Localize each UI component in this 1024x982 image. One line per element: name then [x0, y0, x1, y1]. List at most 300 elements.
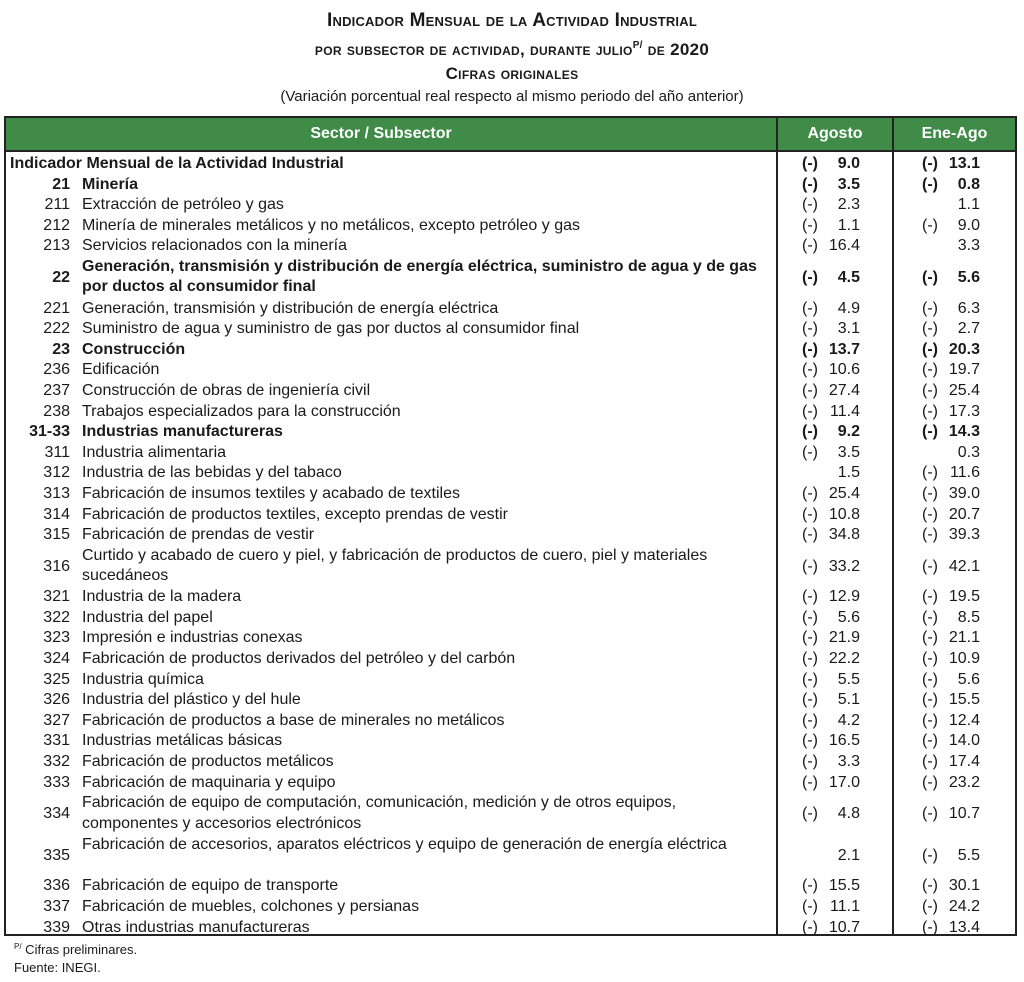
report-title-line3: Cifras originales	[445, 64, 579, 83]
header-ene-ago: Ene-Ago	[921, 125, 988, 142]
row-label: Fabricación de insumos textiles y acabado de textiles	[82, 484, 460, 502]
agosto-negative-sign: (-)	[802, 691, 818, 709]
ene-ago-value: 11.6	[950, 464, 980, 482]
row-label: Industria del plástico y del hule	[82, 691, 301, 709]
report-title-line1: Indicador Mensual de la Actividad Industrial	[327, 10, 697, 31]
table-row	[6, 918, 1015, 939]
agosto-value: 22.2	[828, 650, 860, 668]
agosto-cell	[776, 711, 892, 732]
agosto-value: 11.4	[830, 402, 860, 420]
agosto-cell	[776, 608, 892, 629]
agosto-value: 4.5	[837, 268, 860, 286]
row-code: 331	[43, 732, 70, 750]
table-row	[6, 505, 1015, 526]
agosto-cell	[776, 319, 892, 340]
agosto-value: 3.5	[837, 175, 860, 193]
agosto-value: 5.1	[837, 691, 860, 709]
ene-ago-negative-sign: (-)	[922, 877, 938, 895]
agosto-value: 15.5	[828, 877, 860, 895]
table-row	[6, 711, 1015, 732]
row-label: Generación, transmisión y distribución de energía eléctrica, suministro de agua y de gas por ductos al consumidor final	[82, 257, 757, 296]
row-label: Fabricación de equipo de transporte	[82, 877, 339, 895]
table-row	[6, 793, 1015, 835]
ene-ago-value: 39.3	[948, 526, 980, 544]
agosto-value: 4.9	[837, 299, 860, 317]
ene-ago-value: 17.4	[948, 753, 980, 771]
table-row	[6, 319, 1015, 340]
ene-ago-negative-sign: (-)	[922, 299, 938, 317]
ene-ago-cell	[894, 773, 1015, 794]
agosto-cell	[776, 340, 892, 361]
agosto-negative-sign: (-)	[802, 196, 818, 214]
ene-ago-negative-sign: (-)	[922, 320, 938, 338]
row-code: 238	[43, 402, 70, 420]
ene-ago-cell	[894, 897, 1015, 918]
agosto-cell	[776, 773, 892, 794]
row-label: Fabricación de productos derivados del petróleo y del carbón	[82, 650, 516, 668]
footnote-source: Fuente: INEGI.	[14, 960, 101, 975]
agosto-cell	[776, 154, 892, 175]
ene-ago-cell	[894, 670, 1015, 691]
agosto-cell	[776, 216, 892, 237]
ene-ago-cell	[894, 257, 1015, 299]
ene-ago-negative-sign: (-)	[922, 505, 938, 523]
row-code: 22	[52, 268, 70, 286]
ene-ago-cell	[894, 525, 1015, 546]
ene-ago-negative-sign: (-)	[922, 805, 938, 823]
row-label: Industrias manufactureras	[82, 423, 283, 441]
ene-ago-negative-sign: (-)	[922, 732, 938, 750]
ene-ago-cell	[894, 649, 1015, 670]
agosto-value: 3.3	[837, 753, 860, 771]
agosto-value: 12.9	[828, 588, 860, 606]
row-code: 315	[43, 526, 70, 544]
table-row	[6, 402, 1015, 423]
row-code: 312	[43, 464, 70, 482]
table-body	[6, 154, 1015, 938]
ene-ago-value: 5.5	[957, 846, 980, 864]
ene-ago-cell	[894, 381, 1015, 402]
ene-ago-negative-sign: (-)	[922, 268, 938, 286]
ene-ago-value: 19.5	[948, 588, 980, 606]
table-row	[6, 546, 1015, 588]
row-label: Minería de minerales metálicos y no metálicos, excepto petróleo y gas	[82, 216, 581, 234]
ene-ago-value: 13.4	[948, 918, 980, 936]
ene-ago-cell	[894, 463, 1015, 484]
row-code: 212	[43, 216, 70, 234]
table-row	[6, 897, 1015, 918]
ene-ago-negative-sign: (-)	[922, 557, 938, 575]
agosto-negative-sign: (-)	[802, 753, 818, 771]
agosto-negative-sign: (-)	[802, 732, 818, 750]
footnote-mark: P/	[14, 942, 22, 951]
report-title-block	[0, 8, 1024, 109]
agosto-negative-sign: (-)	[802, 443, 818, 461]
ene-ago-value: 0.8	[957, 175, 980, 193]
row-code: 221	[43, 299, 70, 317]
ene-ago-cell	[894, 731, 1015, 752]
row-label: Construcción	[82, 340, 186, 358]
ene-ago-negative-sign: (-)	[922, 753, 938, 771]
agosto-value: 10.6	[828, 361, 860, 379]
agosto-value: 5.6	[837, 608, 860, 626]
agosto-value: 3.5	[837, 443, 860, 461]
agosto-value: 2.1	[837, 846, 860, 864]
agosto-cell	[776, 299, 892, 320]
row-label: Fabricación de muebles, colchones y persianas	[82, 898, 420, 915]
agosto-value: 21.9	[828, 629, 860, 647]
agosto-negative-sign: (-)	[802, 805, 818, 823]
agosto-negative-sign: (-)	[802, 711, 818, 729]
table-row	[6, 484, 1015, 505]
ene-ago-cell	[894, 422, 1015, 443]
agosto-value: 1.1	[837, 216, 860, 234]
row-code: 335	[43, 846, 70, 864]
agosto-negative-sign: (-)	[802, 629, 818, 647]
agosto-value: 4.2	[837, 711, 860, 729]
table-row	[6, 443, 1015, 464]
ene-ago-negative-sign: (-)	[922, 175, 938, 193]
ene-ago-value: 1.1	[957, 196, 980, 214]
ene-ago-value: 24.2	[948, 898, 980, 915]
footnote-preliminary-text: Cifras preliminares.	[21, 942, 138, 957]
agosto-negative-sign: (-)	[802, 608, 818, 626]
ene-ago-value: 30.1	[948, 877, 980, 895]
agosto-negative-sign: (-)	[802, 299, 818, 317]
ene-ago-cell	[894, 175, 1015, 196]
agosto-cell	[776, 175, 892, 196]
ene-ago-cell	[894, 711, 1015, 732]
table-row	[6, 299, 1015, 320]
ene-ago-negative-sign: (-)	[922, 846, 938, 864]
ene-ago-negative-sign: (-)	[922, 423, 938, 441]
ene-ago-negative-sign: (-)	[922, 155, 938, 172]
ene-ago-value: 23.2	[948, 773, 980, 791]
agosto-cell	[776, 484, 892, 505]
agosto-cell	[776, 381, 892, 402]
ene-ago-negative-sign: (-)	[922, 711, 938, 729]
table-row	[6, 525, 1015, 546]
row-label: Industria de las bebidas y del tabaco	[82, 464, 342, 482]
ene-ago-cell	[894, 918, 1015, 939]
agosto-negative-sign: (-)	[802, 381, 818, 399]
row-label: Fabricación de productos textiles, excepto prendas de vestir	[82, 505, 509, 523]
row-label: Industria de la madera	[82, 588, 242, 606]
row-label: Fabricación de equipo de computación, comunicación, medición y de otros equipos, componentes y accesorios electrónicos	[82, 794, 677, 832]
ene-ago-value: 14.3	[948, 423, 980, 441]
agosto-negative-sign: (-)	[802, 175, 818, 193]
ene-ago-negative-sign: (-)	[922, 340, 938, 358]
row-label: Fabricación de maquinaria y equipo	[82, 773, 336, 791]
row-label: Indicador Mensual de la Actividad Industrial	[10, 155, 344, 172]
agosto-negative-sign: (-)	[802, 484, 818, 502]
agosto-value: 4.8	[837, 805, 860, 823]
row-code: 31-33	[29, 423, 70, 441]
ene-ago-value: 14.0	[948, 732, 980, 750]
agosto-negative-sign: (-)	[802, 918, 818, 936]
row-code: 339	[43, 918, 70, 936]
table-row	[6, 381, 1015, 402]
ene-ago-cell	[894, 690, 1015, 711]
row-code: 222	[43, 320, 70, 338]
agosto-negative-sign: (-)	[802, 268, 818, 286]
agosto-negative-sign: (-)	[802, 361, 818, 379]
ene-ago-negative-sign: (-)	[922, 650, 938, 668]
agosto-value: 9.0	[837, 155, 860, 172]
agosto-cell	[776, 918, 892, 939]
agosto-cell	[776, 587, 892, 608]
table-row	[6, 422, 1015, 443]
agosto-cell	[776, 422, 892, 443]
footnote-preliminary	[14, 938, 137, 959]
agosto-negative-sign: (-)	[802, 526, 818, 544]
agosto-value: 10.7	[828, 918, 860, 936]
ene-ago-value: 25.4	[948, 381, 980, 399]
ene-ago-value: 20.3	[948, 340, 980, 358]
agosto-cell	[776, 752, 892, 773]
report-subtitle: (Variación porcentual real respecto al mismo periodo del año anterior)	[280, 88, 744, 105]
agosto-value: 9.2	[837, 423, 860, 441]
ene-ago-negative-sign: (-)	[922, 381, 938, 399]
table-row	[6, 731, 1015, 752]
ene-ago-value: 5.6	[957, 670, 980, 688]
report-title-line2	[0, 33, 1024, 63]
row-code: 321	[43, 588, 70, 606]
agosto-cell	[776, 525, 892, 546]
agosto-cell	[776, 257, 892, 299]
ene-ago-cell	[894, 299, 1015, 320]
ene-ago-cell	[894, 340, 1015, 361]
row-label: Curtido y acabado de cuero y piel, y fabricación de productos de cuero, piel y materiales sucedáneos	[82, 546, 708, 585]
agosto-value: 1.5	[837, 464, 860, 482]
table-row	[6, 835, 1015, 877]
row-label: Suministro de agua y suministro de gas por ductos al consumidor final	[82, 320, 580, 338]
row-label: Generación, transmisión y distribución de energía eléctrica	[82, 299, 499, 317]
ene-ago-cell	[894, 443, 1015, 464]
agosto-negative-sign: (-)	[802, 340, 818, 358]
table-row	[6, 628, 1015, 649]
row-label: Industria química	[82, 670, 204, 688]
ene-ago-negative-sign: (-)	[922, 216, 938, 234]
agosto-negative-sign: (-)	[802, 650, 818, 668]
agosto-negative-sign: (-)	[802, 557, 818, 575]
table-row	[6, 670, 1015, 691]
table-row	[6, 175, 1015, 196]
ene-ago-value: 10.9	[948, 650, 980, 668]
agosto-cell	[776, 897, 892, 918]
agosto-cell	[776, 835, 892, 877]
ene-ago-negative-sign: (-)	[922, 402, 938, 420]
agosto-negative-sign: (-)	[802, 237, 818, 255]
agosto-cell	[776, 793, 892, 835]
row-code: 333	[43, 773, 70, 791]
ene-ago-cell	[894, 195, 1015, 216]
row-code: 326	[43, 691, 70, 709]
ene-ago-value: 0.3	[957, 443, 980, 461]
ene-ago-value: 3.3	[957, 237, 980, 255]
agosto-cell	[776, 628, 892, 649]
agosto-cell	[776, 649, 892, 670]
row-code: 323	[43, 629, 70, 647]
ene-ago-cell	[894, 628, 1015, 649]
agosto-negative-sign: (-)	[802, 773, 818, 791]
row-code: 211	[44, 196, 70, 214]
ene-ago-value: 17.3	[948, 402, 980, 420]
row-label: Construcción de obras de ingeniería civil	[82, 381, 371, 399]
row-label: Impresión e industrias conexas	[82, 629, 303, 647]
table-row	[6, 649, 1015, 670]
agosto-value: 16.4	[828, 237, 860, 255]
row-label: Industrias metálicas básicas	[82, 732, 283, 750]
ene-ago-cell	[894, 154, 1015, 175]
ene-ago-negative-sign: (-)	[922, 608, 938, 626]
agosto-value: 10.8	[828, 505, 860, 523]
agosto-cell	[776, 195, 892, 216]
row-code: 337	[43, 898, 70, 915]
ene-ago-cell	[894, 752, 1015, 773]
table-row	[6, 876, 1015, 897]
ene-ago-value: 20.7	[948, 505, 980, 523]
row-code: 336	[43, 877, 70, 895]
ene-ago-cell	[894, 319, 1015, 340]
agosto-cell	[776, 505, 892, 526]
table-row	[6, 463, 1015, 484]
ene-ago-value: 5.6	[957, 268, 980, 286]
agosto-negative-sign: (-)	[802, 216, 818, 234]
row-code: 316	[43, 557, 70, 575]
agosto-negative-sign: (-)	[802, 877, 818, 895]
ene-ago-value: 19.7	[948, 361, 980, 379]
header-agosto: Agosto	[807, 125, 863, 142]
row-code: 21	[52, 175, 70, 193]
ene-ago-value: 42.1	[948, 557, 980, 575]
table-header	[6, 118, 1015, 152]
report-title-line2-year: de 2020	[642, 40, 710, 59]
ene-ago-negative-sign: (-)	[922, 526, 938, 544]
agosto-cell	[776, 690, 892, 711]
row-code: 213	[43, 237, 70, 255]
agosto-cell	[776, 236, 892, 257]
row-code: 237	[43, 381, 70, 399]
preliminary-mark: P/	[632, 40, 643, 51]
data-table	[4, 116, 1017, 936]
row-code: 334	[43, 805, 70, 823]
agosto-cell	[776, 876, 892, 897]
table-row	[6, 587, 1015, 608]
ene-ago-value: 12.4	[948, 711, 980, 729]
table-row	[6, 236, 1015, 257]
ene-ago-value: 10.7	[948, 805, 980, 823]
agosto-value: 3.1	[837, 320, 860, 338]
ene-ago-negative-sign: (-)	[922, 918, 938, 936]
agosto-value: 25.4	[828, 484, 860, 502]
row-code: 23	[52, 340, 70, 358]
row-label: Trabajos especializados para la construcción	[82, 402, 401, 420]
row-label: Otras industrias manufactureras	[82, 918, 310, 936]
row-code: 324	[43, 650, 70, 668]
table-row	[6, 340, 1015, 361]
ene-ago-cell	[894, 505, 1015, 526]
ene-ago-value: 39.0	[948, 484, 980, 502]
ene-ago-cell	[894, 608, 1015, 629]
ene-ago-cell	[894, 793, 1015, 835]
row-label: Industria del papel	[82, 608, 213, 626]
row-code: 325	[43, 670, 70, 688]
ene-ago-negative-sign: (-)	[922, 484, 938, 502]
ene-ago-negative-sign: (-)	[922, 588, 938, 606]
ene-ago-cell	[894, 876, 1015, 897]
agosto-negative-sign: (-)	[802, 505, 818, 523]
agosto-negative-sign: (-)	[802, 155, 818, 172]
agosto-negative-sign: (-)	[802, 423, 818, 441]
row-label: Extracción de petróleo y gas	[82, 196, 284, 214]
agosto-value: 13.7	[828, 340, 860, 358]
ene-ago-cell	[894, 546, 1015, 588]
table-row	[6, 773, 1015, 794]
ene-ago-cell	[894, 236, 1015, 257]
ene-ago-negative-sign: (-)	[922, 691, 938, 709]
agosto-negative-sign: (-)	[802, 588, 818, 606]
row-label: Servicios relacionados con la minería	[82, 237, 348, 255]
ene-ago-negative-sign: (-)	[922, 464, 938, 482]
row-code: 236	[43, 361, 70, 379]
row-label: Fabricación de accesorios, aparatos eléctricos y equipo de generación de energía eléctrica	[82, 835, 727, 853]
ene-ago-cell	[894, 587, 1015, 608]
row-code: 314	[43, 505, 70, 523]
report-title-line2-text: por subsector de actividad, durante julio	[314, 40, 633, 59]
ene-ago-value: 21.1	[948, 629, 980, 647]
row-code: 332	[43, 753, 70, 771]
row-code: 311	[44, 443, 70, 461]
table-row	[6, 257, 1015, 299]
table-row	[6, 216, 1015, 237]
ene-ago-value: 8.5	[957, 608, 980, 626]
agosto-value: 33.2	[828, 557, 860, 575]
agosto-value: 11.1	[830, 898, 860, 915]
agosto-cell	[776, 731, 892, 752]
header-sector: Sector / Subsector	[310, 125, 452, 142]
row-label: Fabricación de productos metálicos	[82, 753, 334, 771]
agosto-cell	[776, 443, 892, 464]
ene-ago-negative-sign: (-)	[922, 670, 938, 688]
row-label: Fabricación de productos a base de minerales no metálicos	[82, 711, 505, 729]
agosto-negative-sign: (-)	[802, 320, 818, 338]
ene-ago-cell	[894, 216, 1015, 237]
ene-ago-value: 6.3	[957, 299, 980, 317]
ene-ago-cell	[894, 484, 1015, 505]
agosto-negative-sign: (-)	[802, 670, 818, 688]
ene-ago-value: 13.1	[948, 155, 980, 172]
row-code: 313	[43, 484, 70, 502]
ene-ago-cell	[894, 835, 1015, 877]
ene-ago-negative-sign: (-)	[922, 773, 938, 791]
agosto-value: 16.5	[828, 732, 860, 750]
row-label: Minería	[82, 175, 139, 193]
table-row	[6, 690, 1015, 711]
agosto-value: 2.3	[837, 196, 860, 214]
ene-ago-negative-sign: (-)	[922, 361, 938, 379]
row-code: 322	[43, 608, 70, 626]
ene-ago-negative-sign: (-)	[922, 629, 938, 647]
row-label: Edificación	[82, 361, 160, 379]
ene-ago-cell	[894, 360, 1015, 381]
agosto-value: 17.0	[828, 773, 860, 791]
ene-ago-value: 9.0	[957, 216, 980, 234]
agosto-cell	[776, 360, 892, 381]
row-code: 327	[43, 711, 70, 729]
agosto-cell	[776, 463, 892, 484]
table-row	[6, 608, 1015, 629]
